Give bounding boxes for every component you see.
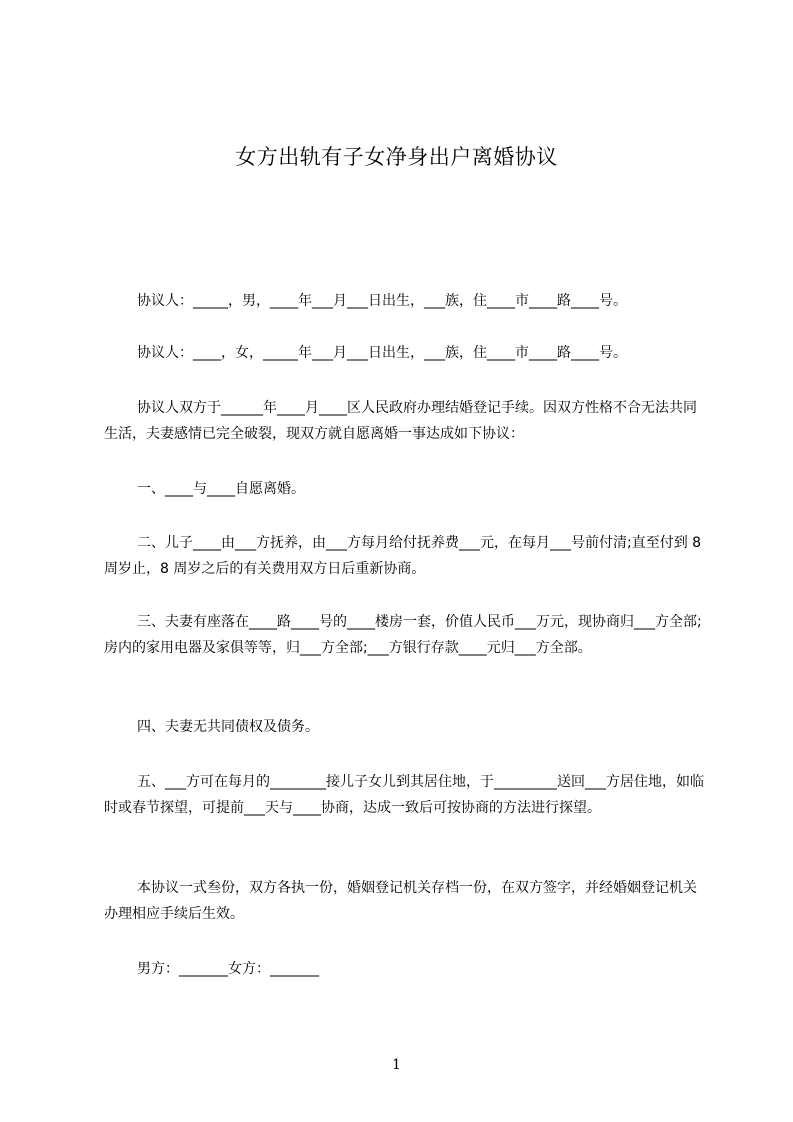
clause-4-debts: 四、夫妻无共同债权及债务。 — [137, 719, 319, 735]
document-title: 女方出轨有子女净身出户离婚协议 — [235, 145, 558, 169]
party-male-info: 协议人：_____，男，____年___月___日出生，___族，住____市____路____号。 — [137, 293, 627, 309]
party-female-info: 协议人：____，女，_____年___月___日出生，___族，住____市____路____号。 — [137, 345, 627, 361]
marriage-background: 协议人双方于______年____月____区人民政府办理结婚登记手续。因双方性格不合无法共同生活，夫妻感情已完全破裂，现双方就自愿离婚一事达成如下协议： — [104, 400, 697, 442]
signature-line: 男方：_______女方：_______ — [137, 961, 319, 977]
clause-3-property: 三、夫妻有座落在____路____号的____楼房一套，价值人民币___万元，现协商归___方全部;房内的家用电器及家俱等等，归___方全部;___方银行存款____元归___方全部。 — [104, 614, 702, 656]
agreement-effect: 本协议一式叁份，双方各执一份，婚姻登记机关存档一份，在双方签字，并经婚姻登记机关办理相应手续后生效。 — [104, 880, 697, 922]
clause-5-visitation: 五、___方可在每月的________接儿子女儿到其居住地，于_________送回___方居住地，如临时或春节探望，可提前___天与____协商，达成一致后可按协商的方法进行探望。 — [104, 774, 704, 816]
clause-1-divorce: 一、____与____自愿离婚。 — [137, 481, 305, 497]
clause-2-custody: 二、儿子____由___方抚养，由___方每月给付抚养费___元，在每月___号前付清;直至付到 8 周岁止，8 周岁之后的有关费用双方日后重新协商。 — [104, 535, 706, 577]
page-number: 1 — [392, 1057, 401, 1073]
